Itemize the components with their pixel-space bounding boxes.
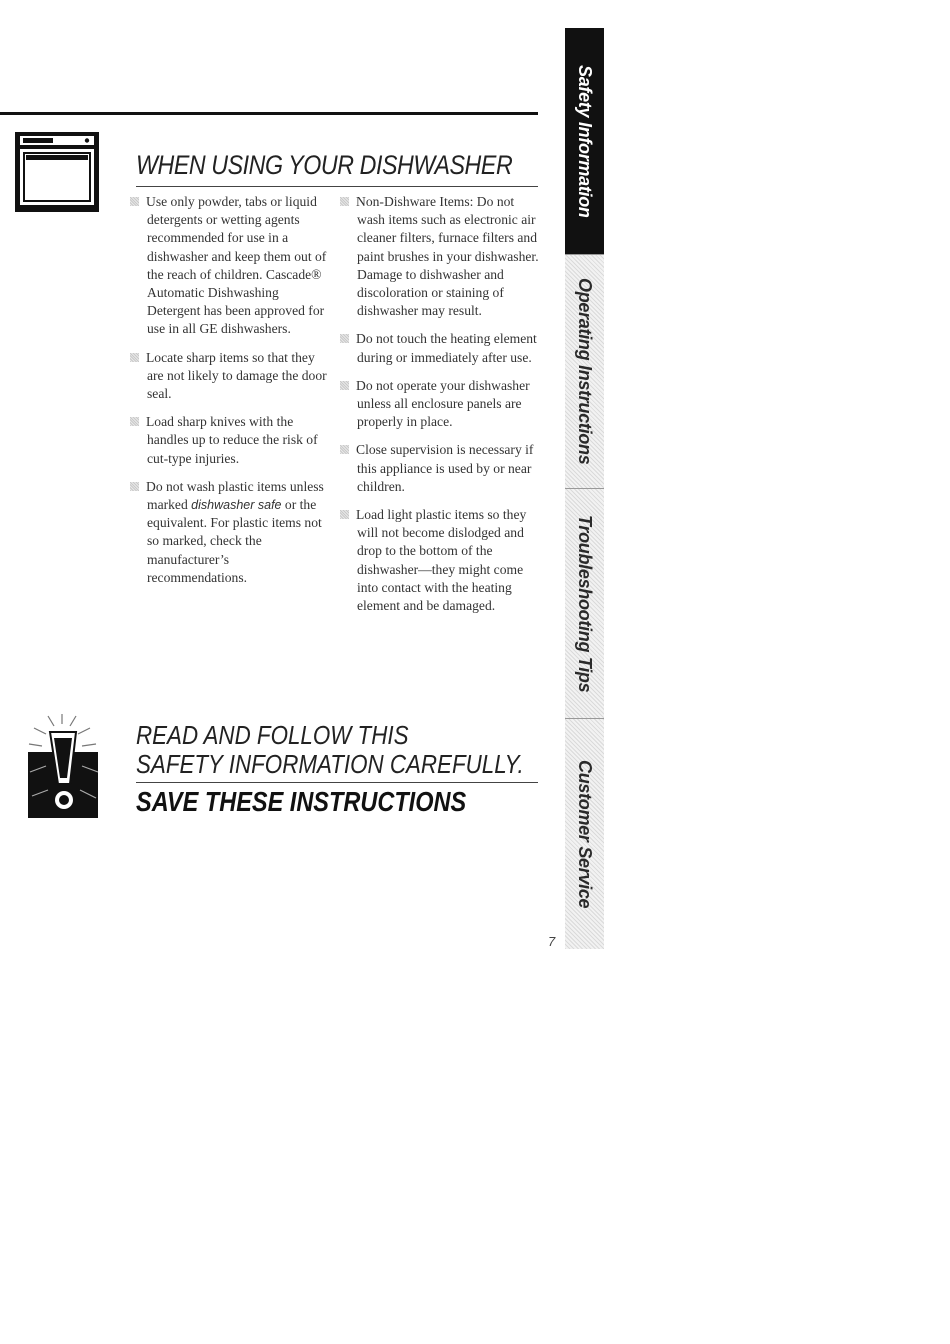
tab-label: Customer Service: [575, 759, 595, 909]
warning-exclamation-icon: [26, 712, 100, 820]
dishwasher-icon: [15, 132, 99, 212]
right-column: [340, 193, 540, 625]
tab-troubleshooting-tips[interactable]: [565, 488, 604, 718]
bullet-square-icon: [340, 510, 349, 519]
top-rule: [0, 112, 538, 115]
list-item: Locate sharp items so that they are not likely to damage the door seal.: [130, 349, 330, 404]
tab-label: Troubleshooting Tips: [575, 514, 595, 693]
bullet-square-icon: [130, 197, 139, 206]
tab-label: Operating Instructions: [575, 278, 595, 465]
dishwasher-safe-emphasis: dishwasher safe: [191, 498, 282, 513]
bullet-square-icon: [340, 381, 349, 390]
tab-label: Safety Information: [575, 64, 595, 218]
page-number: 7: [548, 934, 556, 949]
bullet-square-icon: [130, 482, 139, 491]
list-item: Use only powder, tabs or liquid detergents or wetting agents recommended for use in a dishwasher and keep them out of the reach of children. Cascade® Automatic Dishwashing Detergent has been approved for use in all GE dishwashers.: [130, 193, 330, 339]
bullet-square-icon: [130, 417, 139, 426]
section-title: WHEN USING YOUR DISHWASHER: [136, 150, 513, 180]
list-item: Do not operate your dishwasher unless all enclosure panels are properly in place.: [340, 377, 540, 432]
title-rule: [136, 186, 538, 187]
list-item: Close supervision is necessary if this appliance is used by or near children.: [340, 441, 540, 496]
list-item: Load sharp knives with the handles up to reduce the risk of cut-type injuries.: [130, 413, 330, 468]
bullet-square-icon: [340, 197, 349, 206]
tab-operating-instructions[interactable]: [565, 254, 604, 488]
list-item: Non-Dishware Items: Do not wash items such as electronic air cleaner filters, furnace filters and paint brushes in your dishwasher. Damage to dishwasher and discoloration or staining of dishwasher may result.: [340, 193, 540, 320]
list-item: Load light plastic items so they will not become dislodged and drop to the bottom of the dishwasher—they might come into contact with the heating element and be damaged.: [340, 506, 540, 615]
list-item: Do not wash plastic items unless marked dishwasher safe or the equivalent. For plastic items not so marked, check the manufacturer’s recommendations.: [130, 478, 330, 587]
left-column: [130, 193, 330, 597]
bullet-square-icon: [340, 334, 349, 343]
tab-safety-information[interactable]: [565, 28, 604, 254]
save-instructions-title: SAVE THESE INSTRUCTIONS: [136, 786, 467, 817]
warning-line-1: READ AND FOLLOW THIS: [136, 720, 409, 750]
bullet-square-icon: [340, 445, 349, 454]
list-item: Do not touch the heating element during or immediately after use.: [340, 330, 540, 366]
warning-rule: [136, 782, 538, 783]
warning-line-2: SAFETY INFORMATION CAREFULLY.: [136, 749, 524, 779]
bullet-square-icon: [130, 353, 139, 362]
tab-customer-service[interactable]: [565, 718, 604, 949]
